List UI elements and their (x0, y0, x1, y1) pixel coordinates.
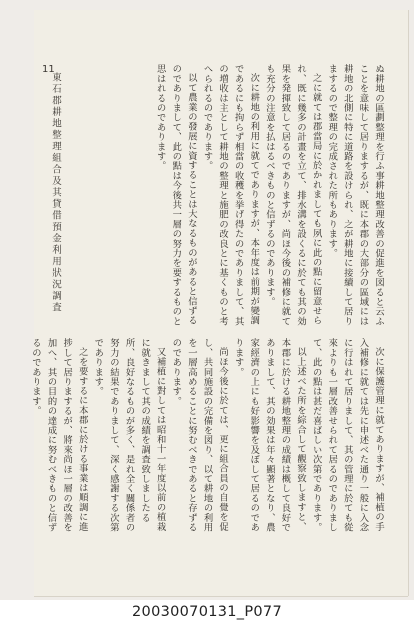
paragraph: 之に就ては郡當局に於かれましても夙に此の點に留意せられ、既に幾多の計畫を立て、排水溝を設くるに於ても其の効果を発揮致して居るのでありますが、尚ほ今後の補修に就ても充分の注意を払はるべきものと信ずるのであります。 (263, 64, 322, 326)
paragraph: ぬ耕地の區劃整理を行ふ事耕地整理改善の促進を図ると云ふことを意味して居りまするが、既に本郡の大部分の區域には耕地の北側に特に道路を設けられ、之が耕地に接續して居りまするので整理の完成された所もあります。 (326, 64, 384, 326)
image-caption: 20030070131_P077 (132, 604, 282, 620)
paragraph: 尚ほ今後に於ては、更に組合員の自覺を促し、共同施設の完備を図り、以て耕地の利用を一層高めることに努むべきであると存ずるのであります。 (170, 338, 229, 532)
upper-text-block (66, 64, 386, 326)
paragraph: 之を要するに本郡に於ける事業は順調に進捗して居りまするが、將來尚ほ一層の改善を加へ、其の目的の達成に努むべきものと信ずるのであります。 (29, 338, 88, 532)
paragraph: 次に耕地の利用に就てでありますが、本年度は前期が變調であるにも拘らず相當の收穫を挙げ得たのでありまして、其の増收は主として耕地の整理と施肥の改良とに基くものと考へられるのであります。 (201, 64, 260, 326)
paragraph: 又補植に對しては昭和十一年度以前の植栽に就きまして其の成績を調査致しましたる所、良好なるものが多く、是れ全く關係者の努力の結果でありまして、深く感謝する次第であります。 (92, 338, 166, 532)
paragraph: 以て農業の發展に資することは大なるものがあると信ずるのでありまして、此の點は今後共一層の努力を要するものと思はれるのであります。 (154, 64, 197, 326)
lower-text-block (29, 338, 386, 540)
paragraph: 次に保護管理に就てありますが、補植の手入補修に就ては先に申述べた通り一般に入念に行はれて居りまして、其の管理に於ても從來よりも一層改善せられて居るのでありまして、此の點は甚だ喜ばしい次第であります。 (310, 338, 384, 532)
page-number: 11 (42, 64, 55, 75)
running-header: 東石郡耕地整理組合及其貸借預金利用狀況調査 (50, 72, 61, 314)
paragraph: 以上述べた所を綜合して觀察致しますと、本郡に於ける耕地整理の成績は概して良好でありまして、其の効果は年々顯著となり、農家經濟の上にも好影響を及ぼして居るのであります。 (232, 338, 307, 532)
